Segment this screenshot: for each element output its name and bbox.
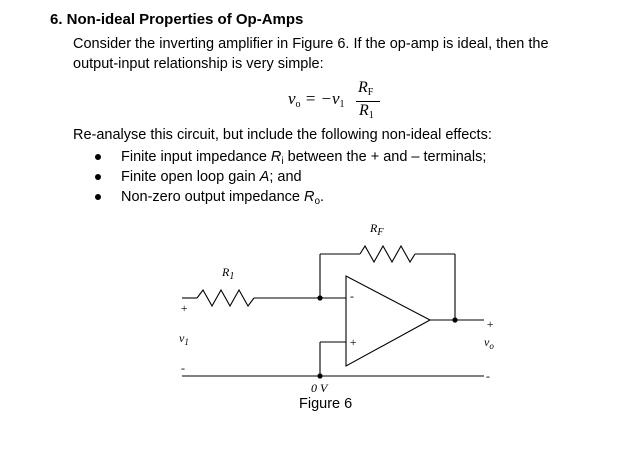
reanalyse-text: Re-analyse this circuit, but include the following non-ideal effects:	[73, 127, 492, 143]
output-plus-sign: +	[486, 317, 495, 331]
question-title: 6. Non-ideal Properties of Op-Amps	[50, 11, 304, 28]
ground-node-dot	[317, 373, 322, 378]
inverting-node-dot	[317, 295, 322, 300]
equation-denominator: $R_1$	[359, 102, 374, 121]
input-voltage-label: $v_1$	[179, 331, 189, 347]
ground-label: 0 V	[311, 381, 328, 395]
opamp-noninverting-sign: +	[349, 335, 358, 349]
opamp-triangle	[346, 276, 430, 366]
input-plus-sign: +	[180, 301, 189, 315]
output-voltage-label: $v_o$	[484, 335, 494, 351]
r1-resistor	[197, 290, 254, 306]
output-minus-sign: -	[486, 369, 490, 383]
r1-label: $R_1$	[222, 265, 235, 282]
list-item: Non-zero output impedance $R_o$.	[95, 187, 486, 207]
rf-resistor	[360, 246, 415, 262]
list-item: Finite input impedance $R_i$ between the + and – terminals;	[95, 147, 486, 167]
opamp-inverting-sign: -	[350, 289, 354, 303]
output-node-dot	[452, 317, 457, 322]
intro-line-2: output-input relationship is very simple:	[73, 56, 324, 72]
intro-line-1: Consider the inverting amplifier in Figure 6. If the op-amp is ideal, then the	[73, 36, 549, 52]
equation-numerator: $R_F$	[358, 79, 374, 98]
list-item: Finite open loop gain A; and	[95, 167, 486, 187]
equation-lhs: $v_o = -v_1$	[288, 89, 345, 110]
figure-caption: Figure 6	[299, 396, 353, 412]
rf-label: $R_F$	[370, 221, 384, 238]
input-minus-sign: -	[181, 361, 185, 375]
